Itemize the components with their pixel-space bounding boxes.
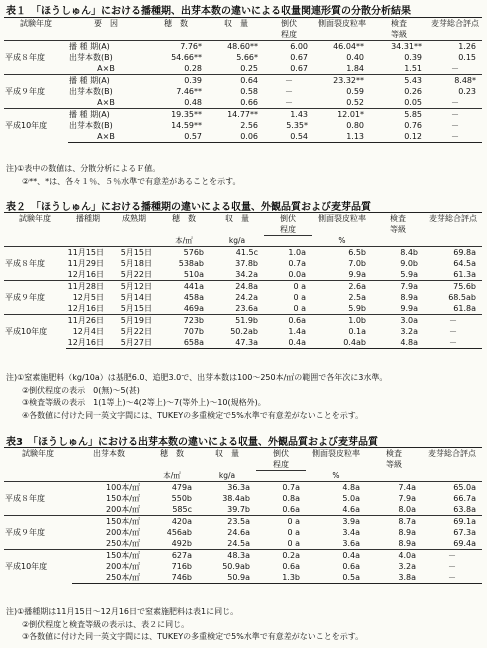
t1-cell: 1.51: [404, 63, 422, 73]
t2-cell: 5月14日: [120, 292, 152, 302]
t1-cell: 0.67: [290, 52, 308, 62]
t3-header-malt: 麦芽総合評点: [422, 448, 482, 461]
t2-unit-yield: kg/a: [228, 236, 246, 245]
t3-cell: 100本/㎡: [72, 482, 146, 494]
t3-cell: 48.3a: [198, 550, 256, 562]
t3-header-seedlings: 出芽本数: [72, 448, 146, 461]
t2-cell: 576b: [158, 247, 210, 259]
t1-cell: 34.31**: [370, 41, 428, 53]
t2-header-cracking: 側面裂皮粒率: [312, 213, 372, 226]
t1-header-yield: 収 量: [208, 18, 264, 31]
t2-cell: 68.5ab: [448, 292, 476, 302]
t3-cell: 24.6a: [227, 527, 250, 537]
t3-cell: 0.2a: [256, 550, 306, 562]
t3-subheader-degree: 程度: [256, 460, 306, 471]
t2-cell: 61.8a: [453, 303, 476, 313]
t3-cell: 8.7a: [366, 516, 422, 528]
t3-cell: 479a: [146, 482, 198, 494]
t3-header-year: 試験年度: [4, 448, 72, 461]
t3-note: 注)①播種期は11月15日～12月16日で窒素施肥料は表1に同じ。: [6, 607, 239, 616]
t2-note: 注)①窒素施肥料（kg/10a）は基肥6.0、追肥3.0で、出芽本数は100～250本/㎡の範囲で各年次に3水準。: [6, 373, 388, 382]
t2-header-inspection: 検査: [372, 213, 424, 226]
t1-factor: A×B: [97, 63, 115, 73]
t2-cell: 1.0b: [312, 315, 372, 327]
t2-cell: 47.3a: [210, 337, 264, 349]
t1-header-malt: 麦芽総合評点: [428, 18, 482, 31]
t2-cell: 9.9a: [348, 269, 366, 279]
t1-cell: 14.59**: [171, 120, 202, 130]
t3-cell: 8.9a: [398, 538, 416, 548]
t3-header-cracking: 側面裂皮粒率: [306, 448, 366, 461]
t1-factor: 播 種 期(A): [68, 75, 144, 87]
t3-year: 平成10年度: [4, 550, 72, 584]
t2-cell: 5月22日: [120, 269, 152, 279]
t1-cell: －: [285, 97, 293, 107]
t1-cell: －: [264, 75, 314, 87]
t3-cell: 0 a: [287, 527, 300, 537]
t3-cell: 420a: [146, 516, 198, 528]
t3-cell: 0.6a: [342, 561, 360, 571]
t1-cell: 0.39: [404, 52, 422, 62]
t1-cell: 0.05: [404, 97, 422, 107]
t1-header-lodging: 倒伏: [264, 18, 314, 31]
t1-year: 平成８年度: [4, 41, 68, 75]
table3-title: 表3 「ほうしゅん」における出芽本数の違いによる収量、外観品質および麦芽品質: [6, 437, 378, 448]
t3-cell: 200本/㎡: [106, 504, 140, 514]
t1-header-inspection: 検査: [370, 18, 428, 31]
t2-cell: 37.8b: [235, 258, 258, 268]
t2-cell: 8.9a: [400, 292, 418, 302]
t2-cell: 64.5a: [453, 258, 476, 268]
t2-cell: 23.6a: [235, 303, 258, 313]
t3-cell: 7.9a: [398, 493, 416, 503]
t1-subheader-degree: 程度: [264, 30, 314, 41]
t2-cell: 24.8a: [210, 281, 264, 293]
t2-cell: 2.6a: [312, 281, 372, 293]
t1-cell: 0.15: [458, 52, 476, 62]
t2-cell: 9.0b: [400, 258, 418, 268]
t2-header-yield: 収 量: [210, 213, 264, 226]
t1-cell: －: [451, 63, 459, 73]
t3-cell: 50.9a: [198, 572, 256, 584]
t3-cell: 0 a: [256, 516, 306, 528]
t3-cell: 8.9a: [398, 527, 416, 537]
t3-note: ②倒伏程度と検査等級の表示は、表２に同じ。: [6, 619, 190, 629]
t1-cell: －: [451, 97, 459, 107]
t3-cell: 3.6a: [342, 538, 360, 548]
t3-cell: 50.9ab: [222, 561, 250, 571]
t2-cell: 658a: [158, 337, 210, 349]
t2-cell: 5月12日: [110, 281, 158, 293]
t2-cell: 5月18日: [120, 258, 152, 268]
t1-year: 平成10年度: [4, 109, 68, 143]
t1-cell: 1.84: [346, 63, 364, 73]
t2-header-malt: 麦芽総合評点: [424, 213, 482, 226]
t2-cell: 34.2a: [235, 269, 258, 279]
t3-cell: 69.1a: [422, 516, 482, 528]
t1-cell: 8.48*: [428, 75, 482, 87]
t1-cell: 1.13: [314, 131, 370, 143]
t3-cell: 716b: [171, 561, 192, 571]
t2-cell: 510a: [183, 269, 204, 279]
t1-cell: 0.48: [184, 97, 202, 107]
t2-header-maturity: 成熟期: [110, 213, 158, 226]
t1-cell: 5.85: [370, 109, 428, 121]
t2-note: ④各数値に付けた同一英文字間には、TUKEYの多重検定で5%水準で有意差がないことを示す。: [6, 410, 364, 420]
t1-cell: 0.59: [346, 86, 364, 96]
table3-notes: [6, 606, 363, 644]
t3-cell: 0.6a: [282, 561, 300, 571]
t2-cell: 61.3a: [453, 269, 476, 279]
t2-cell: 11月28日: [66, 281, 110, 293]
t2-cell: 51.9b: [210, 315, 264, 327]
t3-cell: 0 a: [287, 538, 300, 548]
t2-cell: 3.0a: [372, 315, 424, 327]
t2-cell: 723b: [158, 315, 210, 327]
t2-year: 平成10年度: [4, 315, 66, 349]
t1-header-spikes: 穂 数: [144, 18, 208, 31]
t2-cell: 0.1a: [348, 326, 366, 336]
t2-cell: 5月15日: [110, 247, 158, 259]
t1-cell: 0.76: [404, 120, 422, 130]
t2-cell: 5月22日: [120, 326, 152, 336]
t1-cell: 46.04**: [314, 41, 370, 53]
t2-cell: 0.6a: [264, 315, 312, 327]
t1-cell: 54.66**: [171, 52, 202, 62]
t2-cell: 1.0a: [264, 247, 312, 259]
t3-cell: 0.8a: [282, 493, 300, 503]
t3-cell: 3.8a: [366, 572, 422, 584]
t1-cell: 7.76*: [144, 41, 208, 53]
t1-cell: 5.66*: [236, 52, 258, 62]
t2-cell: 469a: [183, 303, 204, 313]
t1-cell: 0.66: [240, 97, 258, 107]
t2-year: 平成８年度: [4, 247, 66, 281]
t2-cell: 5月19日: [110, 315, 158, 327]
t2-cell: 7.9a: [372, 281, 424, 293]
t1-cell: 0.54: [264, 131, 314, 143]
t3-cell: 250本/㎡: [72, 572, 146, 584]
t2-cell: －: [424, 337, 482, 349]
t2-cell: 12月16日: [67, 303, 104, 313]
t2-cell: 5月27日: [110, 337, 158, 349]
t2-cell: 6.5b: [312, 247, 372, 259]
t3-cell: 150本/㎡: [106, 493, 140, 503]
t3-header-inspection: 検査: [366, 448, 422, 461]
t3-cell: 627a: [146, 550, 198, 562]
t3-cell: 36.3a: [198, 482, 256, 494]
t2-subheader-grade: 等級: [390, 225, 406, 235]
t3-unit-percent: %: [332, 471, 340, 480]
t1-cell: 0.12: [370, 131, 428, 143]
t2-unit-percent: %: [338, 236, 346, 245]
t1-year: 平成９年度: [4, 75, 68, 109]
t1-cell: 0.80: [346, 120, 364, 130]
t2-subheader-degree: 程度: [264, 225, 312, 236]
table1-notes: [6, 163, 241, 188]
table1-title: 表１ 「ほうしゅん」における播種期、出芽本数の違いによる収量関連形質の分散分析結果: [6, 6, 411, 17]
t3-year: 平成８年度: [4, 482, 72, 516]
t2-cell: 2.5a: [348, 292, 366, 302]
t1-cell: 5.35*: [286, 120, 308, 130]
t3-year: 平成９年度: [4, 516, 72, 550]
t2-cell: 41.5c: [210, 247, 264, 259]
t2-cell: 0.0a: [288, 269, 306, 279]
t2-cell: 11月15日: [66, 247, 110, 259]
table1: [4, 17, 482, 143]
t1-cell: 12.01*: [314, 109, 370, 121]
t3-cell: 250本/㎡: [106, 538, 140, 548]
t1-cell: －: [451, 120, 459, 130]
t3-cell: 150本/㎡: [72, 516, 146, 528]
t3-cell: 69.4a: [453, 538, 476, 548]
t3-cell: 200本/㎡: [106, 527, 140, 537]
t2-cell: 7.0b: [348, 258, 366, 268]
t2-cell: 50.2ab: [230, 326, 258, 336]
t2-cell: 11月26日: [66, 315, 110, 327]
t3-subheader-grade: 等級: [386, 460, 402, 470]
t1-cell: 0.64: [208, 75, 264, 87]
t1-factor: 出芽本数(B): [69, 52, 113, 62]
t1-header-factor: 要 因: [68, 18, 144, 31]
t2-cell: 24.2a: [235, 292, 258, 302]
t3-cell: 67.3a: [453, 527, 476, 537]
t3-cell: 0.5a: [306, 572, 366, 584]
t3-cell: 5.0a: [342, 493, 360, 503]
t2-cell: 458a: [183, 292, 204, 302]
t1-cell: 1.26: [428, 41, 482, 53]
t1-subheader-grade: 等級: [391, 30, 407, 39]
t3-cell: 3.2a: [398, 561, 416, 571]
t1-cell: 0.67: [290, 63, 308, 73]
t1-factor: 出芽本数(B): [69, 120, 113, 130]
t3-cell: 0.6a: [282, 504, 300, 514]
t2-cell: 0.4ab: [312, 337, 372, 349]
t2-header-year: 試験年度: [4, 213, 66, 226]
t2-note: ②倒伏程度の表示 0(無)～5(甚): [6, 385, 140, 395]
t2-cell: 8.4b: [372, 247, 424, 259]
t2-cell: 9.9a: [400, 303, 418, 313]
t3-cell: 4.8a: [306, 482, 366, 494]
t3-cell: 23.5a: [198, 516, 256, 528]
t1-cell: 7.46**: [176, 86, 202, 96]
t2-cell: 12月5日: [72, 292, 104, 302]
t1-note: 注)①表中の数値は、分散分析によるＦ値。: [6, 164, 161, 173]
t1-cell: 0.58: [240, 86, 258, 96]
t3-cell: 7.4a: [366, 482, 422, 494]
t2-cell: 69.8a: [424, 247, 482, 259]
t3-cell: 746b: [146, 572, 198, 584]
t2-header-lodging: 倒伏: [264, 213, 312, 226]
t1-cell: 0.06: [208, 131, 264, 143]
table2-notes: [6, 372, 387, 422]
t1-cell: 0.52: [346, 97, 364, 107]
t3-unit-yield: kg/a: [218, 471, 236, 480]
t2-cell: －: [449, 326, 457, 336]
t2-cell: 0 a: [293, 292, 306, 302]
table2: [4, 212, 482, 349]
t3-cell: 0.4a: [306, 550, 366, 562]
t3-cell: 585c: [172, 504, 192, 514]
t2-cell: 5.9b: [348, 303, 366, 313]
t1-cell: 14.77**: [208, 109, 264, 121]
t3-cell: －: [422, 550, 482, 562]
table3: [4, 447, 482, 584]
t1-cell: 1.43: [264, 109, 314, 121]
t2-cell: －: [424, 315, 482, 327]
t2-cell: 538ab: [178, 258, 204, 268]
t2-cell: 5.9a: [400, 269, 418, 279]
t3-cell: 150本/㎡: [72, 550, 146, 562]
t1-cell: 5.43: [370, 75, 428, 87]
t3-cell: 4.6a: [342, 504, 360, 514]
t2-cell: 1.4a: [288, 326, 306, 336]
t3-header-yield: 収 量: [198, 448, 256, 461]
t3-cell: 3.4a: [342, 527, 360, 537]
t2-unit-spikes: 本/㎡: [175, 236, 193, 245]
table2-title: 表２ 「ほうしゅん」における播種期の違いによる収量、外観品質および麦芽品質: [6, 202, 371, 213]
t2-cell: 11月29日: [67, 258, 104, 268]
t1-header-year: 試験年度: [4, 18, 68, 31]
t3-unit-spikes: 本/㎡: [163, 471, 181, 480]
t2-cell: 0 a: [264, 281, 312, 293]
t1-cell: 0.39: [144, 75, 208, 87]
t1-cell: 0.26: [404, 86, 422, 96]
t3-cell: 65.0a: [422, 482, 482, 494]
t1-cell: 48.60**: [208, 41, 264, 53]
t3-cell: 4.0a: [366, 550, 422, 562]
t3-cell: 39.7b: [227, 504, 250, 514]
t2-header-sowing: 播種期: [66, 213, 110, 226]
t1-cell: 0.40: [346, 52, 364, 62]
t2-cell: 0 a: [293, 303, 306, 313]
t1-factor: 播 種 期(A): [68, 109, 144, 121]
t3-cell: 66.7a: [453, 493, 476, 503]
t3-cell: 8.0a: [398, 504, 416, 514]
t2-cell: 3.2a: [400, 326, 418, 336]
t2-cell: 12月16日: [66, 337, 110, 349]
t3-cell: －: [448, 561, 456, 571]
t3-cell: 3.9a: [306, 516, 366, 528]
t1-cell: 0.57: [144, 131, 208, 143]
t1-cell: 0.25: [240, 63, 258, 73]
t1-cell: 19.35**: [144, 109, 208, 121]
t1-factor: 出芽本数(B): [69, 86, 113, 96]
t3-cell: －: [422, 572, 482, 584]
t2-header-spikes: 穂 数: [158, 213, 210, 226]
t2-year: 平成９年度: [4, 281, 66, 315]
t1-cell: 0.23: [458, 86, 476, 96]
t2-cell: 12月16日: [67, 269, 104, 279]
t1-cell: －: [428, 109, 482, 121]
t3-header-lodging: 倒伏: [256, 448, 306, 461]
t3-cell: 24.5a: [227, 538, 250, 548]
t2-cell: 12月4日: [72, 326, 104, 336]
t2-cell: 0.4a: [264, 337, 312, 349]
t3-header-spikes: 穂 数: [146, 448, 198, 461]
t1-header-cracking: 側面裂皮粒率: [314, 18, 370, 31]
t1-cell: 23.32**: [314, 75, 370, 87]
t2-cell: 75.6b: [424, 281, 482, 293]
t1-cell: －: [285, 86, 293, 96]
t1-cell: －: [428, 131, 482, 143]
t3-note: ③各数値に付けた同一英文字間には、TUKEYの多重検定で5%水準で有意差がないことを示す。: [6, 632, 364, 641]
t1-factor: A×B: [68, 131, 144, 143]
t2-cell: 707b: [183, 326, 204, 336]
t2-cell: 0.7a: [288, 258, 306, 268]
t2-cell: 441a: [158, 281, 210, 293]
t2-cell: 5月15日: [120, 303, 152, 313]
t1-cell: 0.28: [184, 63, 202, 73]
t2-cell: 4.8a: [372, 337, 424, 349]
t3-cell: 550b: [171, 493, 192, 503]
t3-cell: 200本/㎡: [106, 561, 140, 571]
t1-note: ②**、*は、各々１％、５％水準で有意差があることを示す。: [6, 176, 241, 186]
t3-cell: 0.7a: [256, 482, 306, 494]
t3-cell: 492b: [171, 538, 192, 548]
t1-factor: A×B: [97, 97, 115, 107]
t3-cell: 456ab: [166, 527, 192, 537]
t1-cell: 6.00: [264, 41, 314, 53]
t1-factor: 播 種 期(A): [68, 41, 144, 53]
t2-note: ③検査等級の表示 1(1等上)～4(2等上)～7(等外上)～10(規格外)。: [6, 398, 266, 407]
t3-cell: 63.8a: [453, 504, 476, 514]
t3-cell: 38.4ab: [222, 493, 250, 503]
t1-cell: 2.56: [240, 120, 258, 130]
t3-cell: 1.3b: [256, 572, 306, 584]
